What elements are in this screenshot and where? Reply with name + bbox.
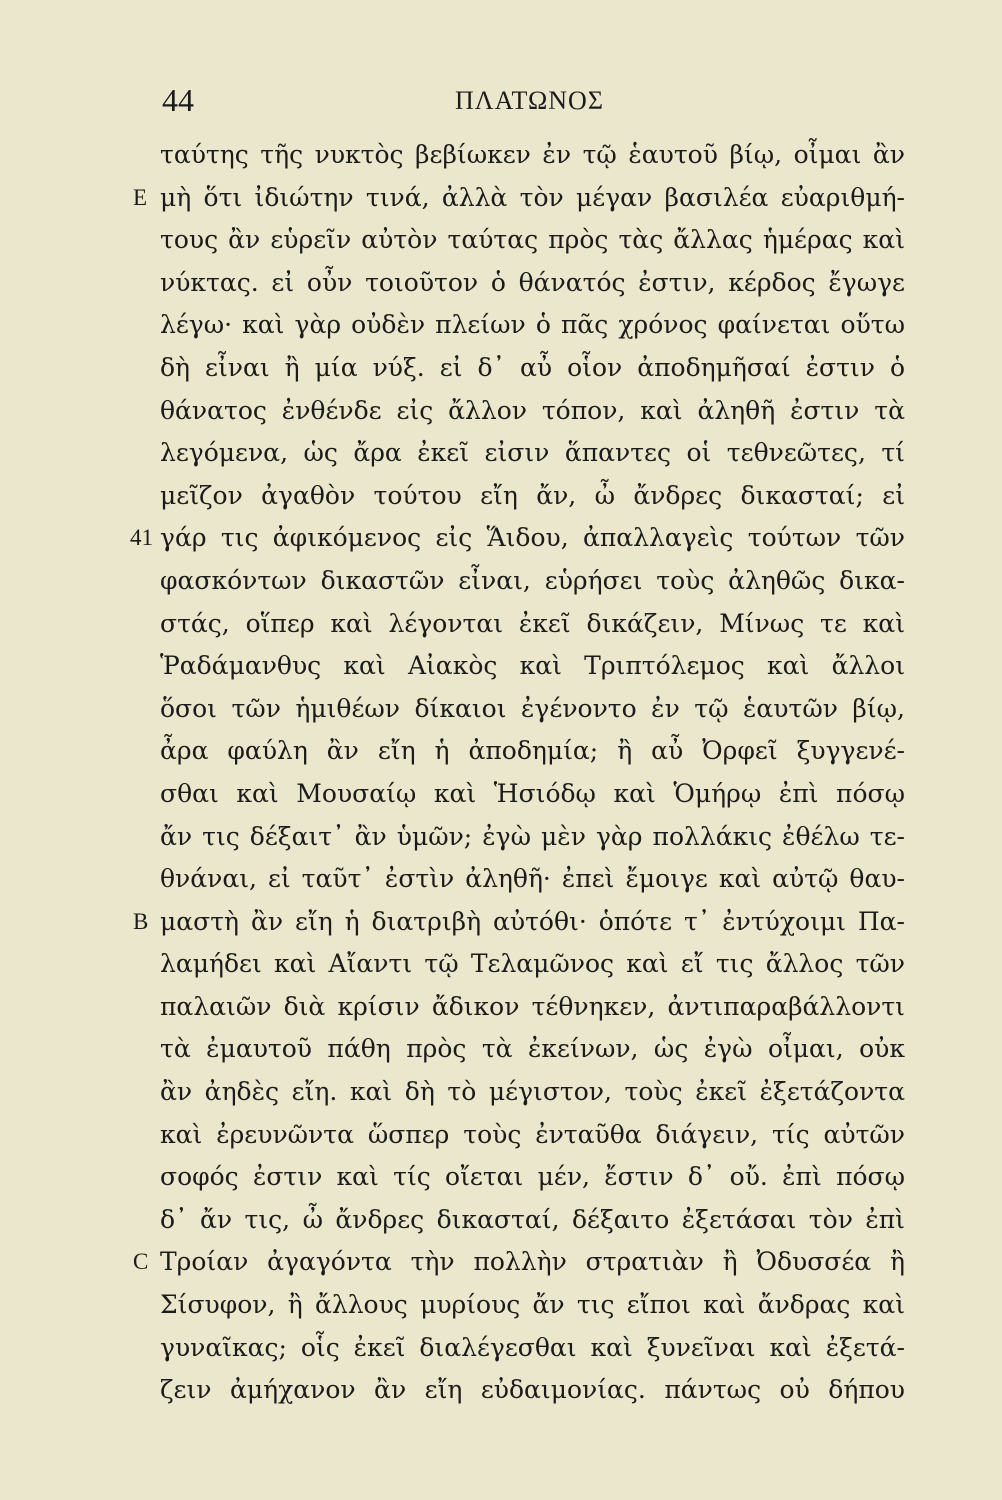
text-line bbox=[133, 1241, 905, 1284]
text-line bbox=[130, 517, 905, 560]
line-text: τους ἂν εὑρεῖν αὐτὸν ταύτας πρὸς τὰς ἄλλας ἡμέρας καὶ bbox=[160, 225, 905, 255]
text-line bbox=[160, 347, 905, 390]
greek-text-block bbox=[130, 134, 905, 1412]
line-text: Ῥαδάμανθυς καὶ Αἰακὸς καὶ Τριπτόλεμος καὶ ἄλλοι bbox=[160, 651, 905, 681]
line-text: φασκόντων δικαστῶν εἶναι, εὑρήσει τοὺς ἀληθῶς δικα- bbox=[160, 565, 905, 595]
margin-marker: 41 bbox=[130, 525, 153, 551]
line-text: καὶ ἐρευνῶντα ὥσπερ τοὺς ἐνταῦθα διάγειν, τίς αὐτῶν bbox=[160, 1119, 905, 1149]
text-line bbox=[160, 688, 905, 731]
line-text: ὅσοι τῶν ἡμιθέων δίκαιοι ἐγένοντο ἐν τῷ ἑαυτῶν βίῳ, bbox=[160, 693, 905, 723]
line-text: ἆρα φαύλη ἂν εἴη ἡ ἀποδημία; ἢ αὖ Ὀρφεῖ ξυγγενέ- bbox=[160, 736, 905, 766]
text-line bbox=[160, 1284, 905, 1327]
text-line bbox=[160, 560, 905, 603]
text-line bbox=[160, 603, 905, 646]
line-text: θνάναι, εἰ ταῦτ᾿ ἐστὶν ἀληθῆ· ἐπεὶ ἔμοιγε καὶ αὐτῷ θαυ- bbox=[160, 864, 905, 894]
text-line bbox=[133, 177, 905, 220]
text-line bbox=[160, 432, 905, 475]
line-text: σοφός ἐστιν καὶ τίς οἴεται μέν, ἔστιν δ᾿ οὔ. ἐπὶ πόσῳ bbox=[160, 1162, 905, 1192]
line-text: ἂν ἀηδὲς εἴη. καὶ δὴ τὸ μέγιστον, τοὺς ἐκεῖ ἐξετάζοντα bbox=[160, 1077, 905, 1107]
line-text: γάρ τις ἀφικόμενος εἰς Ἅιδου, ἀπαλλαγεὶς τούτων τῶν bbox=[160, 523, 905, 553]
text-line bbox=[160, 475, 905, 518]
line-text: ζειν ἀμήχανον ἂν εἴη εὐδαιμονίας. πάντως οὐ δήπου bbox=[160, 1375, 905, 1405]
text-line bbox=[160, 858, 905, 901]
text-line bbox=[160, 943, 905, 986]
line-text: λέγω· καὶ γὰρ οὐδὲν πλείων ὁ πᾶς χρόνος φαίνεται οὕτω bbox=[160, 310, 905, 340]
line-text: λαμήδει καὶ Αἴαντι τῷ Τελαμῶνος καὶ εἴ τις ἄλλος τῶν bbox=[160, 949, 905, 979]
text-line bbox=[160, 986, 905, 1029]
line-text: μεῖζον ἀγαθὸν τούτου εἴη ἄν, ὦ ἄνδρες δικασταί; εἰ bbox=[160, 480, 905, 510]
text-line bbox=[160, 262, 905, 305]
line-text: νύκτας. εἰ οὖν τοιοῦτον ὁ θάνατός ἐστιν, κέρδος ἔγωγε bbox=[160, 267, 905, 297]
text-line bbox=[160, 390, 905, 433]
line-text: ταύτης τῆς νυκτὸς βεβίωκεν ἐν τῷ ἑαυτοῦ βίῳ, οἶμαι ἂν bbox=[160, 140, 905, 169]
text-line bbox=[160, 1114, 905, 1157]
text-line bbox=[160, 773, 905, 816]
text-line bbox=[160, 816, 905, 859]
margin-marker: C bbox=[133, 1249, 149, 1275]
text-line bbox=[133, 901, 905, 944]
line-text: τὰ ἐμαυτοῦ πάθη πρὸς τὰ ἐκείνων, ὡς ἐγὼ οἶμαι, οὐκ bbox=[160, 1034, 905, 1064]
line-text: ἄν τις δέξαιτ᾿ ἂν ὑμῶν; ἐγὼ μὲν γὰρ πολλάκις ἐθέλω τε- bbox=[160, 821, 905, 851]
text-line bbox=[160, 304, 905, 347]
line-text: θάνατος ἐνθένδε εἰς ἄλλον τόπον, καὶ ἀληθῆ ἐστιν τὰ bbox=[160, 395, 905, 425]
text-line bbox=[160, 1199, 905, 1242]
line-text: δὴ εἶναι ἢ μία νύξ. εἰ δ᾿ αὖ οἷον ἀποδημῆσαί ἐστιν ὁ bbox=[160, 352, 905, 382]
line-text: μαστὴ ἂν εἴη ἡ διατριβὴ αὐτόθι· ὁπότε τ᾿ ἐντύχοιμι Πα- bbox=[160, 906, 905, 936]
line-text: μὴ ὅτι ἰδιώτην τινά, ἀλλὰ τὸν μέγαν βασιλέα εὐαριθμή- bbox=[160, 182, 905, 212]
line-text: στάς, οἵπερ καὶ λέγονται ἐκεῖ δικάζειν, Μίνως τε καὶ bbox=[160, 608, 905, 638]
text-line bbox=[160, 1156, 905, 1199]
text-line bbox=[160, 219, 905, 262]
line-text: παλαιῶν διὰ κρίσιν ἄδικον τέθνηκεν, ἀντιπαραβάλλοντι bbox=[160, 991, 905, 1021]
text-line bbox=[160, 1369, 905, 1412]
line-text: σθαι καὶ Μουσαίῳ καὶ Ἡσιόδῳ καὶ Ὁμήρῳ ἐπὶ πόσῳ bbox=[160, 778, 905, 808]
text-line bbox=[160, 1327, 905, 1370]
running-head: ΠΛΑΤΩΝΟΣ bbox=[455, 86, 604, 115]
line-text: λεγόμενα, ὡς ἄρα ἐκεῖ εἰσιν ἅπαντες οἱ τεθνεῶτες, τί bbox=[160, 438, 905, 468]
text-line bbox=[160, 1028, 905, 1071]
line-text: δ᾿ ἄν τις, ὦ ἄνδρες δικασταί, δέξαιτο ἐξετάσαι τὸν ἐπὶ bbox=[160, 1204, 905, 1234]
page-number: 44 bbox=[162, 82, 194, 118]
line-text: Τροίαν ἀγαγόντα τὴν πολλὴν στρατιὰν ἢ Ὀδυσσέα ἢ bbox=[160, 1247, 905, 1277]
text-line bbox=[160, 134, 905, 177]
line-text: γυναῖκας; οἷς ἐκεῖ διαλέγεσθαι καὶ ξυνεῖναι καὶ ἐξετά- bbox=[160, 1332, 905, 1362]
margin-marker: B bbox=[133, 908, 149, 934]
text-line bbox=[160, 1071, 905, 1114]
text-line bbox=[160, 645, 905, 688]
line-text: Σίσυφον, ἢ ἄλλους μυρίους ἄν τις εἴποι καὶ ἄνδρας καὶ bbox=[160, 1290, 905, 1320]
text-line bbox=[160, 730, 905, 773]
margin-marker: E bbox=[133, 184, 148, 210]
